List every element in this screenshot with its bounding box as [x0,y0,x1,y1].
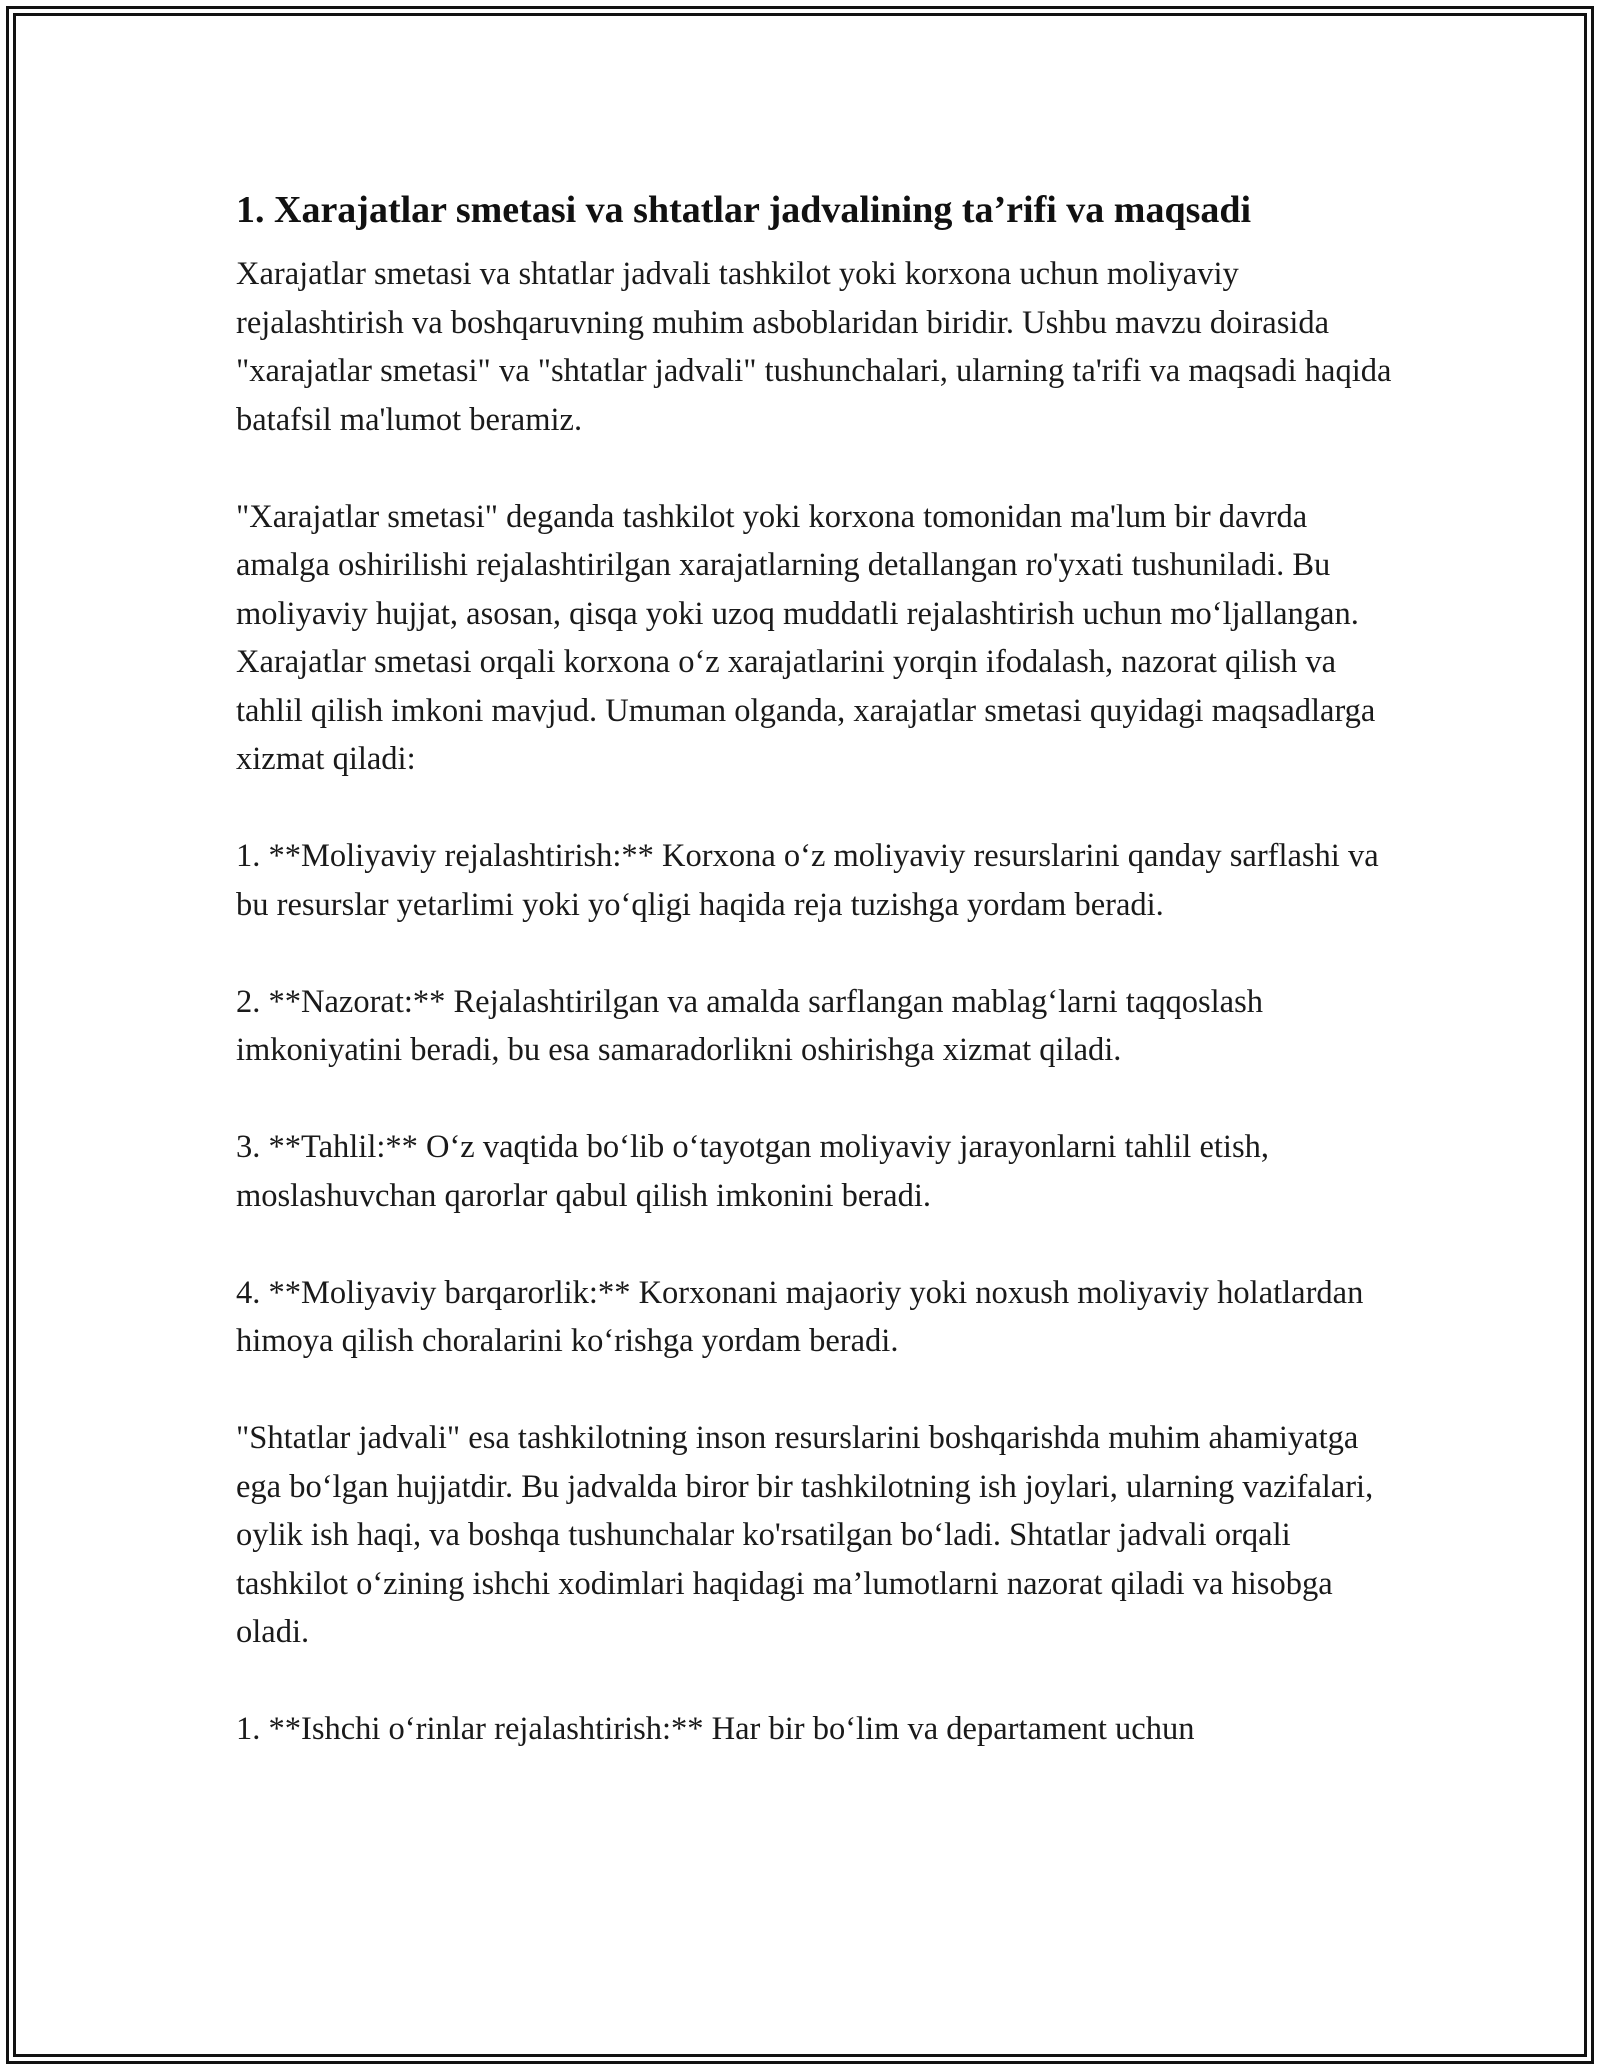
paragraph-xarajatlar-smetasi: "Xarajatlar smetasi" deganda tashkilot yoki korxona tomonidan ma'lum bir davrda amalga oshirilishi rejalashtirilgan xarajatlarning detallangan ro'yxati tushuniladi. Bu moliyaviy hujjat, asosan, qisqa yoki uzoq muddatli rejalashtirish uchun mo‘ljallangan. Xarajatlar smetasi orqali korxona o‘z xarajatlarini yorqin ifodalash, nazorat qilish va tahlil qilish imkoni mavjud. Umuman olganda, xarajatlar smetasi quyidagi maqsadlarga xizmat qiladi: [236,498,1376,777]
list-item-moliyaviy-barqarorlik: 4. **Moliyaviy barqarorlik:** Korxonani majaoriy yoki noxush moliyaviy holatlardan himoya qilish choralarini ko‘rishga yordam beradi. [236,1274,1364,1359]
list-item-moliyaviy-rejalashtirish: 1. **Moliyaviy rejalashtirish:** Korxona o‘z moliyaviy resurslarini qanday sarflashi va bu resurslar yetarlimi yoki yo‘qligi haqida reja tuzishga yordam beradi. [236,838,1379,923]
list-item-ishchi-orinlar: 1. **Ishchi o‘rinlar rejalashtirish:** Har bir bo‘lim va departament uchun [236,1711,1195,1747]
section-heading: 1. Xarajatlar smetasi va shtatlar jadvalining ta’rifi va maqsadi [236,189,1252,231]
document-body [236,186,1396,1802]
paragraph-shtatlar-jadvali: "Shtatlar jadvali" esa tashkilotning inson resurslarini boshqarishda muhim ahamiyatga ega bo‘lgan hujjatdir. Bu jadvalda biror bir tashkilotning ish joylari, ularning vazifalari, oylik ish haqi, va boshqa tushunchalar ko'rsatilgan bo‘ladi. Shtatlar jadvali orqali tashkilot o‘zining ishchi xodimlari haqidagi ma’lumotlarni nazorat qiladi va hisobga oladi. [236,1420,1374,1650]
paragraph-intro: Xarajatlar smetasi va shtatlar jadvali tashkilot yoki korxona uchun moliyaviy rejalashtirish va boshqaruvning muhim asboblaridan biridir. Ushbu mavzu doirasida "xarajatlar smetasi" va "shtatlar jadvali" tushunchalari, ularning ta'rifi va maqsadi haqida batafsil ma'lumot beramiz. [236,256,1392,438]
list-item-nazorat: 2. **Nazorat:** Rejalashtirilgan va amalda sarflangan mablag‘larni taqqoslash imkoniyatini beradi, bu esa samaradorlikni oshirishga xizmat qiladi. [236,983,1264,1068]
list-item-tahlil: 3. **Tahlil:** O‘z vaqtida bo‘lib o‘tayotgan moliyaviy jarayonlarni tahlil etish, moslashuvchan qarorlar qabul qilish imkonini beradi. [236,1129,1269,1214]
